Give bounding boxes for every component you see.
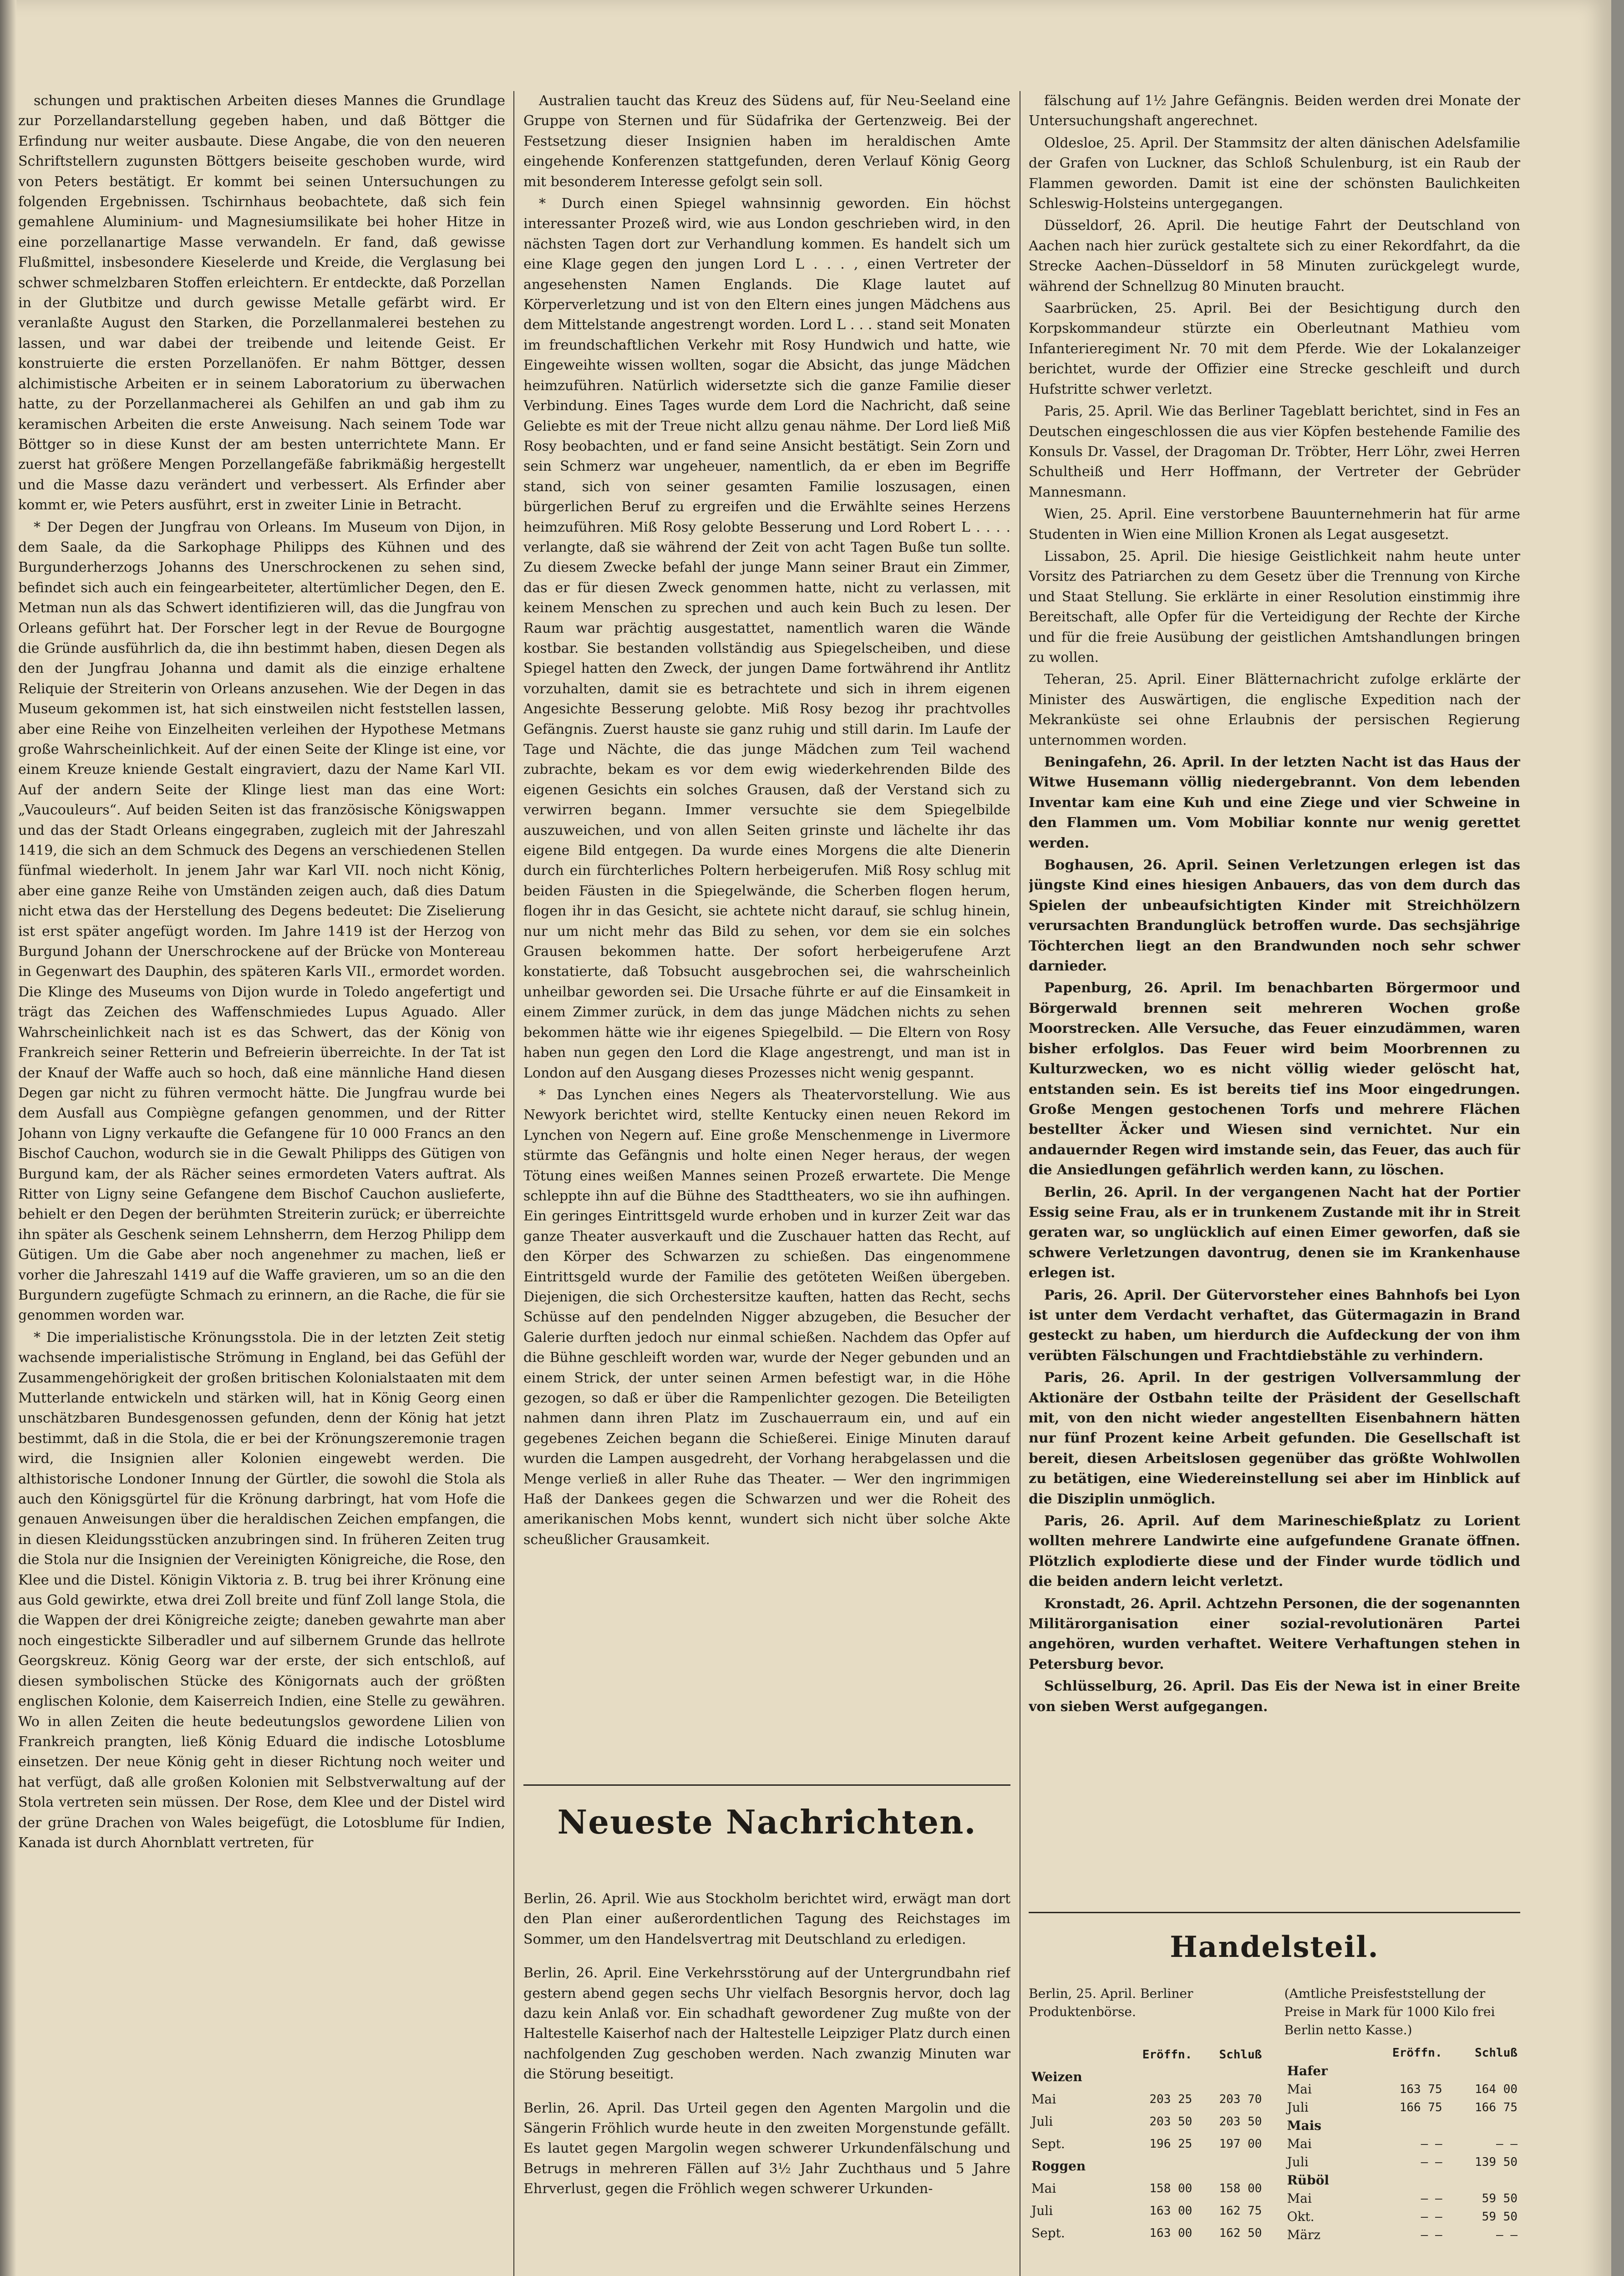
price-label: Sept. [1031, 2225, 1065, 2240]
local-news-item: Paris, 26. April. Der Gütervorsteher eines Bahnhofs bei Lyon ist unter dem Verdacht verhaftet, das Gütermagazin in Brand gesteckt zu haben, um hierdurch die Aufdeckung der von ihm verübten Fälschungen und Frachtdiebstähle zu verhindern. [1029, 1287, 1520, 1364]
local-news-item: Beningafehn, 26. April. In der letzten Nacht ist das Haus der Witwe Husemann völlig niedergebrannt. Von dem lebenden Inventar kam eine Kuh und eine Ziege und vier Schweine in den Flammen um. Vom Mobiliar konnte nur wenig gerettet werden. [1029, 754, 1520, 851]
price-label: Mai [1031, 2092, 1056, 2107]
price-label: Mai [1031, 2180, 1056, 2196]
price-row [1284, 2117, 1520, 2135]
market-prices [1029, 2044, 1520, 2244]
price-row [1029, 2066, 1264, 2088]
price-open: 203 50 [1149, 2115, 1193, 2129]
news-item: Oldesloe, 25. April. Der Stammsitz der alten dänischen Adelsfamilie der Grafen von Luckner, das Schloß Schulenburg, ist ein Raub der Flammen geworden. Damit ist eine der schönsten Baulichkeiten Schleswig-Holsteins untergegangen. [1029, 135, 1520, 212]
news-item: Lissabon, 25. April. Die hiesige Geistlichkeit nahm heute unter Vorsitz des Patriarchen zu dem Gesetz über die Trennung von Kirche und Staat Stellung. Sie erklärte in einer Resolution einstimmig ihre Bereitschaft, alle Opfer für die Verteidigung der Rechte der Kirche und für die freie Ausübung der geistlichen Amtshandlungen bringen zu wollen. [1029, 548, 1520, 666]
article-mirror: * Durch einen Spiegel wahnsinnig geworden. Ein höchst interessanter Prozeß wird, wie aus London geschrieben wird, in den nächsten Tagen dort zur Verhandlung kommen. Es handelt sich um eine Klage gegen den jungen Lord L . . . , einen Vertreter der angesehensten Namen Englands. Die Klage lautet auf Körperverletzung und ist von den Eltern eines jungen Mädchens aus dem Mittelstande angestrengt worden. Lord L . . . stand seit Monaten im freundschaftlichen Verkehr mit Rosy Hundwich und hatte, wie Eingeweihte wissen wollten, sogar die Absicht, das junge Mädchen heimzuführen. Natürlich widersetzte sich die ganze Familie dieser Verbindung. Eines Tages wurde dem Lord die Nachricht, daß seine Geliebte es mit der Treue nicht allzu genau nähme. Der Lord ließ Miß Rosy beobachten, und er fand seine Ansicht bestätigt. Sein Zorn und sein Schmerz war ungeheuer, namentlich, da er eben im Begriffe stand, sich von seiner gesamten Familie loszusagen, einen bürgerlichen Beruf zu ergreifen und die Erwählte seines Herzens heimzuführen. Miß Rosy gelobte Besserung und Lord Robert L . . . . verlangte, daß sie während der Zeit von acht Tagen Buße tun sollte. Zu diesem Zwecke befahl der junge Mann seiner Braut ein Zimmer, das er für diesen Zweck genommen hatte, nicht zu verlassen, mit keinem Menschen zu sprechen und auch kein Buch zu lesen. Der Raum war prächtig ausgestattet, namentlich waren die Wände kostbar. Sie bestanden vollständig aus Spiegelscheiben, und diese Spiegel hatten den Zweck, der jungen Dame fortwährend ihr Antlitz vorzuhalten, damit sie es betrachtete und sich in ihrem eigenen Angesichte Besserung gelobte. Miß Rosy bezog ihr prachtvolles Gefängnis. Zuerst hauste sie ganz ruhig und still darin. Im Laufe der Tage und Nächte, die das junge Mädchen zum Teil wachend zubrachte, bekam es vor dem ewig wiederkehrenden Bilde des eigenen Gesichts ein solches Grausen, daß der Verstand sich zu verwirren begann. Immer versuchte sie dem Spiegelbilde auszuweichen, und von allen Seiten grinste und lächelte ihr das eigene Bild entgegen. Da wurde eines Morgens die alte Dienerin durch ein fürchterliches Poltern herbeigerufen. Miß Rosy schlug mit beiden Fäusten in die Spiegelwände, die Scherben flogen herum, flogen ihr in das Gesicht, sie achtete nicht darauf, sie schlug hinein, nur um nicht mehr das Bild zu sehen, vor dem sie ein solches Grausen bekommen hatte. Der sofort herbeigerufene Arzt konstatierte, daß Tobsucht ausgebrochen sei, die wahrscheinlich unheilbar geworden sei. Die Ursache führte er auf die Einsamkeit in einem Zimmer zurück, in dem das junge Mädchen nichts zu sehen bekommen hätte wie ihr eigenes Spiegelbild. — Die Eltern von Rosy haben nun gegen den Lord die Klage angestrengt, und man ist in London auf den Ausgang dieses Prozesses nicht wenig gespannt. [523, 196, 1010, 1081]
price-open: 158 00 [1149, 2181, 1193, 2195]
price-open [1359, 2171, 1445, 2190]
col-close-label: Schluß [1219, 2048, 1262, 2062]
price-close [1445, 2171, 1520, 2190]
column-left [18, 91, 505, 2276]
news-item: Düsseldorf, 26. April. Die heutige Fahrt der Deutschland von Aachen nach hier zurück gestaltete sich zu einer Rekordfahrt, da die Strecke Aachen–Düsseldorf in 58 Minuten zurückgelegt wurde, während der Schnellzug 80 Minuten braucht. [1029, 218, 1520, 295]
price-open: 163 00 [1149, 2226, 1193, 2240]
price-close: 197 00 [1219, 2137, 1262, 2151]
price-open [1359, 2062, 1445, 2080]
local-news-item: Kronstadt, 26. April. Achtzehn Personen, die der sogenannten Militärorganisation einer sozial-revolutionären Partei angehören, wurden verhaftet. Weitere Verhaftungen stehen in Petersburg bevor. [1029, 1595, 1520, 1672]
section-rule [1029, 1912, 1520, 1913]
price-close: 166 75 [1475, 2101, 1517, 2114]
price-table-header [1284, 2044, 1520, 2062]
price-label: Mai [1287, 2136, 1312, 2151]
market-section [1029, 1985, 1520, 2244]
price-label: März [1287, 2227, 1321, 2242]
price-open [1115, 2066, 1195, 2088]
column-divider [513, 91, 514, 2276]
price-close [1445, 2117, 1520, 2135]
price-open [1115, 2155, 1195, 2177]
price-close: — — [1496, 2137, 1517, 2151]
article-stole-continued: Australien taucht das Kreuz des Südens auf, für Neu-Seeland eine Gruppe von Sternen und für Südafrika der Gertenzweig. Bei der Festsetzung dieser Insignien haben im heraldischen Amte eingehende Konferenzen stattgefunden, deren Verlauf König Georg mit besonderem Interesse gefolgt sein soll. [523, 93, 1010, 190]
price-close: 59 50 [1482, 2192, 1517, 2205]
price-open: — — [1421, 2210, 1442, 2224]
price-open: 166 75 [1399, 2101, 1442, 2114]
price-label: Okt. [1287, 2209, 1314, 2224]
article-joan-sword: * Der Degen der Jungfrau von Orleans. Im Museum von Dijon, in dem Saale, da die Sarkophage Philipps des Kühnen und des Burgunderherzogs Johanns des Unerschrockenen zu sehen sind, befindet sich auch ein feingearbeiteter, altertümlicher Degen, den E. Metman nun als das Schwert identifizieren will, das die Jungfrau von Orleans geführt hat. Der Forscher legt in der Revue de Bourgogne die Gründe ausführlich da, die ihn bestimmt haben, diesen Degen als den der Jungfrau Johanna und damit als die einzige erhaltene Reliquie der Streiterin von Orleans anzusehen. Wie der Degen in das Museum gekommen ist, hat sich einstweilen nicht feststellen lassen, aber eine Reihe von Einzelheiten verleihen der Hypothese Metmans große Wahrscheinlichkeit. Auf der einen Seite der Klinge ist eine, vor einem Kreuze kniende Gestalt eingraviert, dazu der Name Karl VII. Auf der andern Seite der Klinge liest man das eine Wort: „Vaucouleurs“. Auf beiden Seiten ist das französische Königswappen und das der Stadt Orleans eingegraben, zugleich mit der Jahreszahl 1419, die sich an dem Schmuck des Degens an verschiedenen Stellen fünfmal wiederholt. In jenem Jahr war Karl VII. noch nicht König, aber eine ganze Reihe von Umständen zeigen auch, daß dies Datum nicht etwa das der Herstellung des Degens bedeutet: Die Ziselierung ist erst später angefügt worden. Im Jahre 1419 ist der Herzog von Burgund Johann der Unerschrockene auf der Brücke von Montereau in Gegenwart des Dauphin, des späteren Karls VII., ermordet worden. Die Klinge des Museums von Dijon wurde in Toledo angefertigt und trägt das Zeichen des Waffenschmiedes Lupus Aguado. Aller Wahrscheinlichkeit nach ist es das Schwert, das der König von Frankreich seiner Retterin und Befreierin überreichte. In der Tat ist der Knauf der Waffe auch so hoch, daß eine männliche Hand diesen Degen gar nicht zu führen vermocht hätte. Die Jungfrau wurde bei dem Ausfall aus Compiègne gefangen genommen, und der Ritter Johann von Ligny verkaufte die Gefangene für 10 000 Francs an den Bischof Cauchon, wodurch sie in die Gewalt Philipps des Gütigen von Burgund kam, der als Rächer seines ermordeten Vaters auftrat. Als Ritter von Ligny seine Gefangene dem Bischof Cauchon auslieferte, behielt er den Degen der berühmten Streiterin zurück; er überreichte ihn später als Geschenk seinem Lehnsherrn, dem Herzog Philipp dem Gütigen. Um die Gabe aber noch angenehmer zu machen, ließ er vorher die Jahreszahl 1419 auf die Waffe gravieren, um so an die den Burgundern zugefügte Schmach zu erinnern, an die Rache, die für sie genommen worden war. [18, 519, 505, 1324]
news-item: Paris, 25. April. Wie das Berliner Tageblatt berichtet, sind in Fes an Deutschen eingeschlossen die aus vier Köpfen bestehende Familie des Konsuls Dr. Vassel, der Dragoman Dr. Tröbter, Herr Löhr, zwei Herren Schultheiß und Herr Hoffmann, der Vertreter der Gebrüder Mannesmann. [1029, 403, 1520, 500]
price-open: 163 75 [1399, 2083, 1442, 2096]
price-label: Juli [1287, 2154, 1309, 2169]
price-label: Juli [1287, 2100, 1309, 2115]
price-label: Roggen [1031, 2158, 1086, 2174]
news-item: Berlin, 26. April. Wie aus Stockholm berichtet wird, erwägt man dort den Plan einer außerordentlichen Tagung des Reichstages im Sommer, um den Handelsvertrag mit Deutschland zu erledigen. [523, 1891, 1010, 1947]
price-open: 163 00 [1149, 2204, 1193, 2218]
news-item: Saarbrücken, 25. April. Bei der Besichtigung durch den Korpskommandeur stürzte ein Oberleutnant Mathieu vom Infanterieregiment Nr. 70 mit dem Pferde. Wie der Lokalanzeiger berichtet, wurde der Offizier eine Strecke geschleift und durch Hufstritte schwer verletzt. [1029, 300, 1520, 397]
price-open: 203 25 [1149, 2093, 1193, 2107]
local-news-item: Schlüsselburg, 26. April. Das Eis der Newa ist in einer Breite von sieben Werst aufgegangen. [1029, 1678, 1520, 1715]
price-open: — — [1421, 2192, 1442, 2205]
price-row [1284, 2080, 1520, 2098]
price-table-header [1029, 2044, 1264, 2066]
price-row [1029, 2088, 1264, 2111]
price-row [1284, 2062, 1520, 2080]
news-item: fälschung auf 1½ Jahre Gefängnis. Beiden werden drei Monate der Untersuchungshaft angerechnet. [1029, 93, 1520, 129]
section-rule [523, 1784, 1010, 1786]
price-open: 196 25 [1149, 2137, 1193, 2151]
market-intro [1029, 1985, 1520, 2039]
price-label: Sept. [1031, 2136, 1065, 2151]
local-news-item: Boghausen, 26. April. Seinen Verletzungen erlegen ist das jüngste Kind eines hiesigen Anbauers, das von dem durch das Spielen der unbeaufsichtigten Kinder mit Streichhölzern verursachten Brandunglück betroffen wurde. Das sechsjährige Töchterchen liegt an den Brandwunden noch sehr schwer darnieder. [1029, 857, 1520, 975]
price-close: 139 50 [1475, 2155, 1517, 2169]
price-row [1284, 2208, 1520, 2226]
price-label: Mais [1287, 2118, 1322, 2133]
price-close [1195, 2066, 1264, 2088]
column-middle [523, 91, 1010, 1803]
price-close [1195, 2155, 1264, 2177]
price-open: — — [1421, 2137, 1442, 2151]
market-heading: Handelsteil. [1170, 1930, 1379, 1964]
price-row [1029, 2200, 1264, 2222]
news-item: Wien, 25. April. Eine verstorbene Bauunternehmerin hat für arme Studenten in Wien eine Million Kronen als Legat ausgesetzt. [1029, 506, 1520, 543]
price-row [1029, 2155, 1264, 2177]
price-label: Mai [1287, 2082, 1312, 2097]
local-news-item: Paris, 26. April. In der gestrigen Vollversammlung der Aktionäre der Ostbahn teilte der Präsident der Gesellschaft mit, von den nicht wieder angestellten Eisenbahnern hätten nur fünf Prozent keine Arbeit gefunden. Die Gesellschaft ist bereit, diesen Arbeitslosen gegenüber das größte Wohlwollen zu betätigen, eine Wiedereinstellung sei aber im Hinblick auf die Disziplin unmöglich. [1029, 1370, 1520, 1507]
price-close: — — [1496, 2228, 1517, 2242]
price-label: Weizen [1031, 2069, 1082, 2085]
market-intro-left: Berlin, 25. April. Berliner Produktenbörse. [1029, 1986, 1193, 2019]
price-close: 162 75 [1219, 2204, 1262, 2218]
price-close: 203 70 [1219, 2093, 1262, 2107]
price-label: Rüböl [1287, 2173, 1330, 2188]
col-open-label: Eröffn. [1142, 2048, 1193, 2062]
col-open-label: Eröffn. [1392, 2046, 1442, 2060]
news-item: Berlin, 26. April. Das Urteil gegen den Agenten Margolin und die Sängerin Fröhlich wurde heute in den zweiten Morgenstunde gefällt. Es lautet gegen Margolin wegen schwerer Urkundenfälschung und Betrugs in mehreren Fällen auf 3½ Jahr Zuchthaus und 5 Jahre Ehrverlust, gegen die Fröhlich wegen schwerer Urkunden- [523, 2100, 1010, 2197]
price-label: Mai [1287, 2191, 1312, 2206]
price-close: 158 00 [1219, 2181, 1262, 2195]
price-row [1284, 2190, 1520, 2208]
price-row [1029, 2177, 1264, 2200]
price-table-right [1284, 2044, 1520, 2244]
article-lynching: * Das Lynchen eines Negers als Theatervorstellung. Wie aus Newyork berichtet wird, stellte Kentucky einen neuen Rekord im Lynchen von Negern auf. Eine große Menschenmenge in Livermore stürmte das Gefängnis und holte einen Neger heraus, der wegen Tötung eines weißen Mannes seinen Prozeß erwartete. Die Menge schleppte ihn auf die Bühne des Stadttheaters, wo sie ihn aufhingen. Ein geringes Eintrittsgeld wurde erhoben und in kurzer Zeit war das ganze Theater ausverkauft und die Zuschauer hatten das Recht, auf den Körper des Schwarzen zu schießen. Das eingenommene Eintrittsgeld wurde der Familie des getöteten Weißen übergeben. Diejenigen, die sich Orchestersitze kauften, hatten das Recht, sechs Schüsse auf den pendelnden Nigger abzugeben, die Besucher der Galerie durften jedoch nur einmal schießen. Nachdem das Opfer auf die Bühne geschleift worden war, wurde der Neger gebunden und an einem Strick, der unter seinen Armen befestigt war, in die Höhe gezogen, so daß er über die Rampenlichter gezogen. Die Beteiligten nahmen dann ihren Platz im Zuschauerraum ein, und auf ein gegebenes Zeichen begann die Schießerei. Einige Minuten darauf wurden die Lampen ausgedreht, der Vorhang herabgelassen und die Menge verließ in aller Ruhe das Theater. — Wer den ingrimmigen Haß der Dankees gegen die Schwarzen und wer die Roheit des amerikanischen Mobs kennt, wundert sich nicht über solche Akte scheußlicher Grausamkeit. [523, 1087, 1010, 1548]
price-label: Juli [1031, 2114, 1053, 2129]
price-open: — — [1421, 2228, 1442, 2242]
price-open: — — [1421, 2155, 1442, 2169]
article-coronation-stole: * Die imperialistische Krönungsstola. Die in der letzten Zeit stetig wachsende imperialistische Strömung in England, bei das Gefühl der Zusammengehörigkeit der großen britischen Kolonialstaaten mit dem Mutterlande entwickeln und stärken will, hat in König Georg einen unschätzbaren Bundesgenossen gefunden, denn der König hat jetzt bestimmt, daß in die Stola, die er bei der Krönungszeremonie tragen wird, die Insignien aller Kolonien eingewebt werden. Die althistorische Londoner Innung der Gürtler, die sowohl die Stola als auch den Königsgürtel für die Krönung darbringt, hat vom Hofe die genauen Anweisungen über die heraldischen Zeichen empfangen, die in diesen Kleidungsstücken anzubringen sind. In früheren Zeiten trug die Stola nur die Insignien der Vereinigten Königreiche, die Rose, den Klee und die Distel. Königin Viktoria z. B. trug bei ihrer Krönung eine aus Gold gewirkte, etwa drei Zoll breite und fünf Zoll lange Stola, die die Wappen der drei Königreiche zeigte; daneben gewahrte man aber noch eingestickte Silberadler und auf silbernem Grunde das hellrote Georgskreuz. König Georg war der erste, der sich entschloß, auf diesen symbolischen Stücke des Königornats auch der größten englischen Kolonie, dem Kaiserreich Indien, eine Stelle zu gewähren. Wo in allen Zeiten die heute bedeutungslos gewordene Lilien von Frankreich prangten, ließ König Eduard die indische Lotosblume einsetzen. Der neue König geht in dieser Richtung noch weiter und hat verfügt, daß alle großen Kolonien mit Selbstverwaltung auf der Stola vertreten sein müssen. Der Rose, dem Klee und der Distel wird der grüne Drachen von Wales beigefügt, die Lotosblume für Indien, Kanada ist durch Ahornblatt vertreten, für [18, 1329, 505, 1851]
news-item: Teheran, 25. April. Einer Blätternachricht zufolge erklärte der Minister des Auswärtigen, die englische Expedition nach der Mekranküste sei ohne Erlaubnis der persischen Regierung unternommen worden. [1029, 671, 1520, 748]
news-item: Berlin, 26. April. Eine Verkehrsstörung auf der Untergrundbahn rief gestern abend gegen sechs Uhr vielfach Besorgnis hervor, doch lag dazu kein Anlaß vor. Ein schadhaft gewordener Zug mußte von der Haltestelle Kaiserhof nach der Haltestelle Leipziger Platz durch einen nachfolgenden Zug geschoben werden. Nach zwanzig Minuten war die Störung beseitigt. [523, 1965, 1010, 2083]
local-news-item: Papenburg, 26. April. Im benachbarten Börgermoor und Börgerwald brennen seit mehreren Wochen große Moorstrecken. Alle Versuche, das Feuer einzudämmen, waren bisher erfolglos. Das Feuer wird beim Moorbrennen zu Kulturzwecken, wo es nicht völlig wieder gelöscht hat, entstanden sein. Es ist bereits tief ins Moor eingedrungen. Große Mengen gestochenen Torfs und mehrere Flächen bestellter Äcker und Wiesen sind vernichtet. Nur ein andauernder Regen wird imstande sein, das Feuer, das auch für die Ansiedlungen gefährlich werden kann, zu löschen. [1029, 980, 1520, 1179]
latest-news-heading: Neueste Nachrichten. [557, 1803, 977, 1841]
price-row [1284, 2135, 1520, 2153]
article-porcelain-end: schungen und praktischen Arbeiten dieses Mannes die Grundlage zur Porzellandarstellung gegeben haben, und daß Böttger die Erfindung nur weiter ausbaute. Diese Angabe, die von den neueren Schriftstellern zugunsten Böttgers beiseite geschoben wurde, wird von Peters bestätigt. Er kommt bei seinen Untersuchungen zu folgenden Ergebnissen. Tschirnhaus beobachtete, daß sich fein gemahlene Aluminium- und Magnesiumsilikate bei hoher Hitze in eine porzellanartige Masse verwandeln. Er fand, daß gewisse Flußmittel, insbesondere Kieselerde und Kreide, die Verglasung bei schwer schmelzbaren Stoffen erleichtern. Er entdeckte, daß Porzellan in der Glutbitze und durch gewisse Metalle gefärbt wird. Er veranlaßte August den Starken, die Porzellanmalerei bestehen zu lassen, und war dabei der treibende und leitende Geist. Er konstruierte die ersten Porzellanöfen. Er nahm Böttger, dessen alchimistische Arbeiten er in seinem Laboratorium zu überwachen hatte, zu der Porzellanmacherei als Gehilfen an und gab ihm zu keramischen Arbeiten die erste Anweisung. Nach seinem Tode war Böttger so in diese Kunst der am besten unterrichtete Mann. Er zuerst hat größere Mengen Porzellangefäße fabrikmäßig hergestellt und die Masse dazu verändert und verbessert. Als Erfinder aber kommt er, wie Peters ausführt, erst in zweiter Linie in Betracht. [18, 93, 505, 513]
price-close: 164 00 [1475, 2083, 1517, 2096]
price-close: 162 50 [1219, 2226, 1262, 2240]
local-news-item: Paris, 26. April. Auf dem Marineschießplatz zu Lorient wollten mehrere Landwirte eine aufgefundene Granate öffnen. Plötzlich explodierte diese und der Finder wurde tödlich und die beiden andern leicht verletzt. [1029, 1513, 1520, 1590]
market-intro-right: (Amtliche Preisfeststellung der Preise in Mark für 1000 Kilo frei Berlin netto Kasse.) [1284, 1986, 1495, 2037]
latest-news-column [523, 1875, 1010, 2276]
price-table-left [1029, 2044, 1264, 2244]
price-row [1029, 2133, 1264, 2155]
price-row [1284, 2153, 1520, 2171]
price-close: 203 50 [1219, 2115, 1262, 2129]
page-left-edge [0, 0, 16, 2276]
col-close-label: Schluß [1475, 2046, 1517, 2060]
price-row [1029, 2111, 1264, 2133]
price-row [1284, 2098, 1520, 2117]
price-label: Juli [1031, 2203, 1053, 2218]
price-row [1284, 2171, 1520, 2190]
price-row [1029, 2222, 1264, 2244]
price-label: Hafer [1287, 2063, 1328, 2078]
local-news-item: Berlin, 26. April. In der vergangenen Nacht hat der Portier Essig seine Frau, als er in trunkenem Zustande mit ihr in Streit geraten war, so unglücklich auf einen Eimer geworfen, daß sie schwere Verletzungen davontrug, denen sie im Krankenhause erlegen ist. [1029, 1184, 1520, 1281]
price-close: 59 50 [1482, 2210, 1517, 2224]
column-right [1029, 91, 1520, 1844]
price-close [1445, 2062, 1520, 2080]
price-open [1359, 2117, 1445, 2135]
price-row [1284, 2226, 1520, 2244]
